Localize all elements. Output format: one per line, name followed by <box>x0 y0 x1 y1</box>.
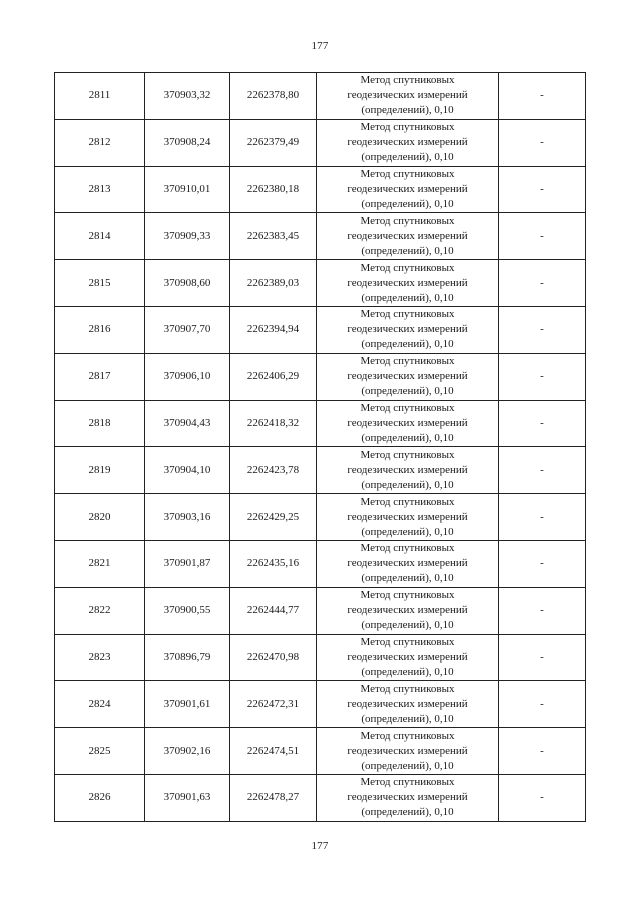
table-row <box>55 306 586 353</box>
description-cell: - <box>499 166 586 213</box>
y-coordinate-cell: 2262418,32 <box>230 400 317 447</box>
y-coordinate-cell: 2262378,80 <box>230 73 317 120</box>
point-number-cell: 2826 <box>55 774 145 821</box>
point-number-cell: 2811 <box>55 73 145 120</box>
description-cell: - <box>499 681 586 728</box>
x-coordinate-cell: 370908,24 <box>145 119 230 166</box>
x-coordinate-cell: 370907,70 <box>145 306 230 353</box>
x-coordinate-cell: 370901,61 <box>145 681 230 728</box>
table-row <box>55 73 586 120</box>
y-coordinate-cell: 2262429,25 <box>230 494 317 541</box>
method-line: (определений), 0,10 <box>361 712 454 725</box>
table-row <box>55 213 586 260</box>
description-cell: - <box>499 447 586 494</box>
method-line: (определений), 0,10 <box>361 478 454 491</box>
method-line: Метод спутниковых <box>360 448 455 461</box>
method-line: (определений), 0,10 <box>361 572 454 585</box>
point-number-cell: 2813 <box>55 166 145 213</box>
method-line: (определений), 0,10 <box>361 244 454 257</box>
method-line: геодезических измерений <box>347 604 468 617</box>
point-number-cell: 2812 <box>55 119 145 166</box>
method-line: Метод спутниковых <box>360 121 455 134</box>
method-line: (определений), 0,10 <box>361 104 454 117</box>
y-coordinate-cell: 2262423,78 <box>230 447 317 494</box>
method-line: геодезических измерений <box>347 370 468 383</box>
table-row <box>55 166 586 213</box>
method-cell <box>317 447 499 494</box>
method-cell <box>317 73 499 120</box>
point-number-cell: 2821 <box>55 540 145 587</box>
method-line: Метод спутниковых <box>360 308 455 321</box>
coordinates-table <box>54 72 586 822</box>
description-cell: - <box>499 774 586 821</box>
x-coordinate-cell: 370906,10 <box>145 353 230 400</box>
point-number-cell: 2823 <box>55 634 145 681</box>
method-line: (определений), 0,10 <box>361 665 454 678</box>
x-coordinate-cell: 370903,16 <box>145 494 230 541</box>
method-line: геодезических измерений <box>347 650 468 663</box>
method-cell <box>317 213 499 260</box>
method-cell <box>317 540 499 587</box>
point-number-cell: 2817 <box>55 353 145 400</box>
method-line: Метод спутниковых <box>360 214 455 227</box>
point-number-cell: 2816 <box>55 306 145 353</box>
method-cell <box>317 260 499 307</box>
method-cell <box>317 400 499 447</box>
table-row <box>55 119 586 166</box>
method-line: (определений), 0,10 <box>361 759 454 772</box>
point-number-cell: 2815 <box>55 260 145 307</box>
y-coordinate-cell: 2262394,94 <box>230 306 317 353</box>
description-cell: - <box>499 494 586 541</box>
method-cell <box>317 587 499 634</box>
x-coordinate-cell: 370900,55 <box>145 587 230 634</box>
table-row <box>55 447 586 494</box>
method-line: (определений), 0,10 <box>361 385 454 398</box>
x-coordinate-cell: 370908,60 <box>145 260 230 307</box>
y-coordinate-cell: 2262470,98 <box>230 634 317 681</box>
method-line: геодезических измерений <box>347 136 468 149</box>
description-cell: - <box>499 728 586 775</box>
description-cell: - <box>499 400 586 447</box>
point-number-cell: 2819 <box>55 447 145 494</box>
point-number-cell: 2822 <box>55 587 145 634</box>
method-cell <box>317 681 499 728</box>
y-coordinate-cell: 2262389,03 <box>230 260 317 307</box>
method-line: (определений), 0,10 <box>361 619 454 632</box>
description-cell: - <box>499 306 586 353</box>
method-line: (определений), 0,10 <box>361 197 454 210</box>
method-line: (определений), 0,10 <box>361 338 454 351</box>
method-line: (определений), 0,10 <box>361 431 454 444</box>
table-row <box>55 540 586 587</box>
table-row <box>55 353 586 400</box>
method-cell <box>317 494 499 541</box>
method-line: геодезических измерений <box>347 276 468 289</box>
method-line: Метод спутниковых <box>360 74 455 87</box>
table-row <box>55 260 586 307</box>
x-coordinate-cell: 370909,33 <box>145 213 230 260</box>
method-line: Метод спутниковых <box>360 635 455 648</box>
x-coordinate-cell: 370910,01 <box>145 166 230 213</box>
x-coordinate-cell: 370904,43 <box>145 400 230 447</box>
table-row <box>55 587 586 634</box>
point-number-cell: 2825 <box>55 728 145 775</box>
description-cell: - <box>499 119 586 166</box>
table-row <box>55 681 586 728</box>
table-row <box>55 400 586 447</box>
page-number-top: 177 <box>311 40 329 52</box>
description-cell: - <box>499 73 586 120</box>
method-line: геодезических измерений <box>347 89 468 102</box>
method-line: Метод спутниковых <box>360 401 455 414</box>
point-number-cell: 2820 <box>55 494 145 541</box>
method-line: Метод спутниковых <box>360 589 455 602</box>
y-coordinate-cell: 2262472,31 <box>230 681 317 728</box>
method-line: Метод спутниковых <box>360 542 455 555</box>
method-cell <box>317 634 499 681</box>
method-line: (определений), 0,10 <box>361 291 454 304</box>
x-coordinate-cell: 370901,87 <box>145 540 230 587</box>
method-line: Метод спутниковых <box>360 355 455 368</box>
table-row <box>55 494 586 541</box>
method-line: геодезических измерений <box>347 791 468 804</box>
method-line: Метод спутниковых <box>360 729 455 742</box>
point-number-cell: 2824 <box>55 681 145 728</box>
method-line: геодезических измерений <box>347 557 468 570</box>
method-line: Метод спутниковых <box>360 167 455 180</box>
y-coordinate-cell: 2262435,16 <box>230 540 317 587</box>
method-line: геодезических измерений <box>347 463 468 476</box>
description-cell: - <box>499 587 586 634</box>
method-line: (определений), 0,10 <box>361 151 454 164</box>
method-line: геодезических измерений <box>347 744 468 757</box>
method-line: геодезических измерений <box>347 323 468 336</box>
method-line: геодезических измерений <box>347 182 468 195</box>
y-coordinate-cell: 2262474,51 <box>230 728 317 775</box>
x-coordinate-cell: 370902,16 <box>145 728 230 775</box>
y-coordinate-cell: 2262379,49 <box>230 119 317 166</box>
description-cell: - <box>499 353 586 400</box>
description-cell: - <box>499 540 586 587</box>
method-line: геодезических измерений <box>347 416 468 429</box>
method-line: геодезических измерений <box>347 229 468 242</box>
y-coordinate-cell: 2262406,29 <box>230 353 317 400</box>
y-coordinate-cell: 2262383,45 <box>230 213 317 260</box>
method-line: Метод спутниковых <box>360 495 455 508</box>
method-cell <box>317 166 499 213</box>
page-number-bottom: 177 <box>311 840 329 852</box>
method-cell <box>317 119 499 166</box>
table-row <box>55 728 586 775</box>
method-cell <box>317 774 499 821</box>
x-coordinate-cell: 370904,10 <box>145 447 230 494</box>
method-cell <box>317 353 499 400</box>
method-line: Метод спутниковых <box>360 682 455 695</box>
point-number-cell: 2818 <box>55 400 145 447</box>
table-row <box>55 634 586 681</box>
method-line: геодезических измерений <box>347 510 468 523</box>
x-coordinate-cell: 370903,32 <box>145 73 230 120</box>
description-cell: - <box>499 213 586 260</box>
y-coordinate-cell: 2262478,27 <box>230 774 317 821</box>
table-row <box>55 774 586 821</box>
method-line: (определений), 0,10 <box>361 525 454 538</box>
point-number-cell: 2814 <box>55 213 145 260</box>
method-line: геодезических измерений <box>347 697 468 710</box>
method-line: Метод спутниковых <box>360 261 455 274</box>
x-coordinate-cell: 370896,79 <box>145 634 230 681</box>
method-cell <box>317 306 499 353</box>
description-cell: - <box>499 634 586 681</box>
y-coordinate-cell: 2262380,18 <box>230 166 317 213</box>
description-cell: - <box>499 260 586 307</box>
method-line: (определений), 0,10 <box>361 806 454 819</box>
method-line: Метод спутниковых <box>360 776 455 789</box>
table-body <box>55 73 586 822</box>
y-coordinate-cell: 2262444,77 <box>230 587 317 634</box>
method-cell <box>317 728 499 775</box>
x-coordinate-cell: 370901,63 <box>145 774 230 821</box>
